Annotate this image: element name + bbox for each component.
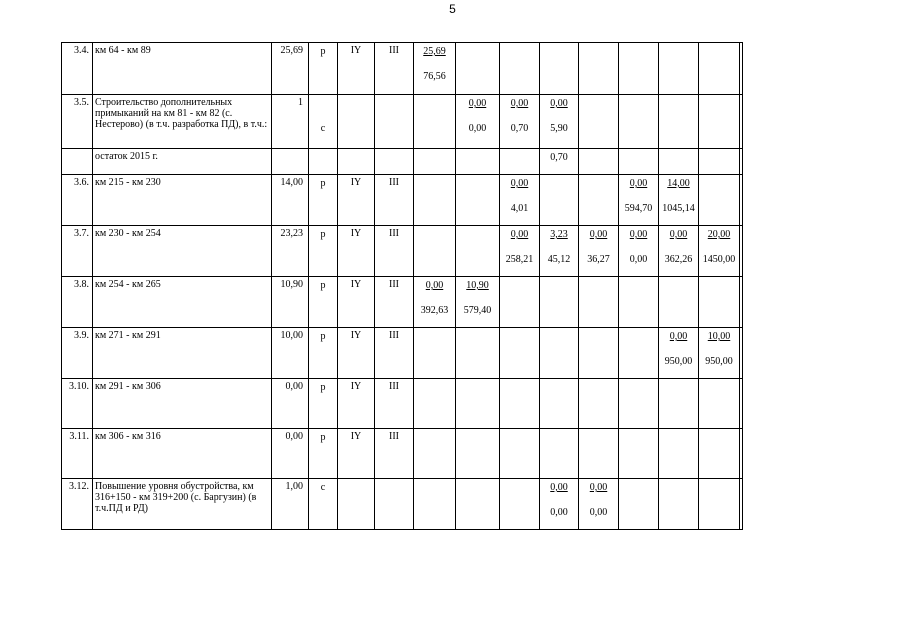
value-cell — [579, 479, 619, 530]
value-plan: 0,00 — [468, 98, 487, 109]
row-number: 3.7. — [62, 226, 93, 277]
row-number: 3.5. — [62, 95, 93, 149]
value-cell — [619, 95, 659, 149]
value-cell — [579, 226, 619, 277]
value-amount: 0,70 — [510, 123, 529, 134]
value-amount: 950,00 — [705, 356, 733, 367]
value-plan: 0,00 — [510, 178, 529, 189]
row-type — [309, 429, 338, 479]
row-category-1: IY — [338, 429, 375, 479]
value-plan: 20,00 — [707, 229, 731, 240]
row-length: 10,90 — [272, 277, 309, 328]
row-category-2: III — [375, 43, 414, 95]
value-cell — [740, 379, 743, 429]
row-length: 14,00 — [272, 175, 309, 226]
row-type — [309, 226, 338, 277]
value-cell — [699, 429, 740, 479]
row-category-1 — [338, 479, 375, 530]
value-amount: 362,26 — [664, 254, 693, 265]
budget-table — [61, 42, 743, 530]
value-cell — [500, 379, 540, 429]
value-cell — [740, 43, 743, 95]
row-name: Повышение уровня обустройства, км 316+150 - км 319+200 (с. Баргузин) (в т.ч.ПД и РД) — [93, 479, 272, 530]
value-cell — [500, 226, 540, 277]
value-amount: 258,21 — [505, 254, 534, 265]
row-number: 3.10. — [62, 379, 93, 429]
row-type-label: с — [320, 123, 326, 134]
row-type-label: р — [320, 382, 326, 393]
table-row — [62, 328, 743, 379]
value-amount: 76,56 — [423, 71, 446, 82]
row-category-1: IY — [338, 175, 375, 226]
value-amount: 4,01 — [510, 203, 529, 214]
value-cell — [540, 43, 579, 95]
table-row — [62, 95, 743, 149]
table-row — [62, 149, 743, 175]
value-cell — [659, 43, 699, 95]
row-type-label: р — [320, 178, 326, 189]
row-number: 3.4. — [62, 43, 93, 95]
table-row — [62, 429, 743, 479]
value-cell — [740, 226, 743, 277]
row-category-1: IY — [338, 277, 375, 328]
value-cell — [619, 149, 659, 175]
value-cell — [740, 95, 743, 149]
row-number: 3.12. — [62, 479, 93, 530]
value-cell — [619, 479, 659, 530]
value-cell — [659, 429, 699, 479]
value-cell — [540, 479, 579, 530]
value-cell — [456, 429, 500, 479]
spacer — [309, 95, 337, 120]
value-cell — [456, 226, 500, 277]
value-cell — [456, 328, 500, 379]
row-type-label: р — [320, 229, 326, 240]
value-cell — [579, 277, 619, 328]
value-cell — [619, 175, 659, 226]
value-cell — [414, 277, 456, 328]
value-amount: 594,70 — [624, 203, 653, 214]
value-cell — [579, 95, 619, 149]
value-amount: 0,00 — [589, 507, 608, 518]
value-cell — [500, 479, 540, 530]
row-number: 3.11. — [62, 429, 93, 479]
row-category-2: III — [375, 175, 414, 226]
value-cell — [414, 95, 456, 149]
value-cell — [540, 429, 579, 479]
row-name: км 64 - км 89 — [93, 43, 272, 95]
row-name: остаток 2015 г. — [93, 149, 272, 175]
value-cell — [659, 379, 699, 429]
row-type — [309, 43, 338, 95]
value-cell — [456, 277, 500, 328]
row-name: км 215 - км 230 — [93, 175, 272, 226]
value-amount: 0,00 — [550, 507, 568, 518]
value-cell — [540, 328, 579, 379]
row-length: 25,69 — [272, 43, 309, 95]
row-category-2 — [375, 479, 414, 530]
value-plan: 0,00 — [550, 482, 568, 493]
row-number: 3.9. — [62, 328, 93, 379]
value-amount: 1045,14 — [662, 203, 695, 214]
value-cell — [699, 479, 740, 530]
row-category-2: III — [375, 226, 414, 277]
value-plan: 0,00 — [669, 331, 688, 342]
value-cell — [619, 328, 659, 379]
value-amount: 0,00 — [468, 123, 487, 134]
row-type-label: р — [320, 432, 326, 443]
table-row — [62, 479, 743, 530]
value-cell — [500, 277, 540, 328]
row-type — [309, 175, 338, 226]
value-cell — [579, 43, 619, 95]
row-type — [309, 95, 338, 149]
row-name: км 271 - км 291 — [93, 328, 272, 379]
value-cell — [619, 379, 659, 429]
table-body — [62, 43, 743, 530]
value-plan: 0,00 — [589, 229, 608, 240]
value-plan: 10,00 — [707, 331, 731, 342]
value-cell — [500, 175, 540, 226]
row-name: км 230 - км 254 — [93, 226, 272, 277]
value-cell — [456, 479, 500, 530]
value-cell — [456, 149, 500, 175]
value-cell — [740, 149, 743, 175]
value-cell — [456, 379, 500, 429]
value-cell — [500, 149, 540, 175]
row-type-label — [309, 149, 337, 174]
value-cell — [740, 479, 743, 530]
value-cell — [659, 479, 699, 530]
value-cell — [540, 149, 579, 175]
value-cell — [414, 379, 456, 429]
row-length: 0,00 — [272, 429, 309, 479]
row-type-label: р — [320, 46, 326, 57]
row-length: 1,00 — [272, 479, 309, 530]
value-cell — [500, 429, 540, 479]
value-amount: 36,27 — [587, 254, 610, 265]
value-cell — [579, 175, 619, 226]
value-cell — [659, 328, 699, 379]
row-category-2: III — [375, 277, 414, 328]
value-cell — [699, 95, 740, 149]
value-cell — [540, 277, 579, 328]
row-length: 1 — [272, 95, 309, 149]
value-cell — [659, 149, 699, 175]
row-category-1 — [338, 149, 375, 175]
value-plan: 25,69 — [423, 46, 446, 57]
value-cell — [659, 175, 699, 226]
value-plan: 0,00 — [510, 229, 529, 240]
row-category-1 — [338, 95, 375, 149]
row-name: Строительство дополнительных примыканий на км 81 - км 82 (с. Нестерово) (в т.ч. разработка ПД), в т.ч.: — [93, 95, 272, 149]
row-category-2 — [375, 95, 414, 149]
value-cell — [659, 277, 699, 328]
value-cell — [740, 277, 743, 328]
value-cell — [699, 277, 740, 328]
value-amount: 0,00 — [629, 254, 648, 265]
row-number: 3.6. — [62, 175, 93, 226]
value-cell — [619, 226, 659, 277]
value-plan: 0,00 — [629, 229, 648, 240]
value-amount: 579,40 — [463, 305, 492, 316]
row-category-1: IY — [338, 379, 375, 429]
value-amount: 45,12 — [547, 254, 571, 265]
value-cell — [540, 95, 579, 149]
row-number: 3.8. — [62, 277, 93, 328]
row-category-2 — [375, 149, 414, 175]
row-type-label: с — [320, 482, 326, 493]
value-cell — [414, 479, 456, 530]
row-name: км 291 - км 306 — [93, 379, 272, 429]
table-row — [62, 175, 743, 226]
page-number: 5 — [449, 2, 456, 16]
value-amount: 0,70 — [550, 152, 568, 163]
value-cell — [699, 226, 740, 277]
value-amount: 392,63 — [420, 305, 449, 316]
value-cell — [414, 226, 456, 277]
value-cell — [740, 175, 743, 226]
row-name: км 306 - км 316 — [93, 429, 272, 479]
value-amount: 5,90 — [550, 123, 568, 134]
value-cell — [699, 149, 740, 175]
value-plan: 0,00 — [510, 98, 529, 109]
value-cell — [456, 175, 500, 226]
row-name: км 254 - км 265 — [93, 277, 272, 328]
value-cell — [500, 43, 540, 95]
row-category-2: III — [375, 379, 414, 429]
row-category-2: III — [375, 429, 414, 479]
value-cell — [619, 277, 659, 328]
value-cell — [414, 328, 456, 379]
value-plan: 3,23 — [550, 229, 568, 240]
table-row — [62, 277, 743, 328]
row-type — [309, 149, 338, 175]
value-amount: 1450,00 — [702, 254, 736, 265]
row-category-1: IY — [338, 43, 375, 95]
value-cell — [414, 149, 456, 175]
table-row — [62, 226, 743, 277]
row-type — [309, 379, 338, 429]
row-length: 0,00 — [272, 379, 309, 429]
value-cell — [579, 328, 619, 379]
value-cell — [699, 379, 740, 429]
row-category-2: III — [375, 328, 414, 379]
value-plan: 0,00 — [669, 229, 688, 240]
row-category-1: IY — [338, 328, 375, 379]
value-cell — [659, 95, 699, 149]
value-cell — [500, 328, 540, 379]
value-cell — [414, 429, 456, 479]
row-type-label: р — [320, 280, 326, 291]
value-plan: 10,90 — [466, 280, 489, 291]
value-cell — [659, 226, 699, 277]
value-cell — [540, 175, 579, 226]
row-category-1: IY — [338, 226, 375, 277]
value-cell — [500, 95, 540, 149]
row-number — [62, 149, 93, 175]
value-cell — [414, 175, 456, 226]
value-cell — [456, 95, 500, 149]
value-cell — [579, 429, 619, 479]
table-row — [62, 43, 743, 95]
value-plan: 0,00 — [425, 280, 444, 291]
value-cell — [540, 379, 579, 429]
table-row — [62, 379, 743, 429]
value-cell — [579, 149, 619, 175]
value-cell — [619, 43, 659, 95]
value-cell — [540, 226, 579, 277]
row-type-label: р — [320, 331, 326, 342]
value-plan: 0,00 — [589, 482, 608, 493]
value-cell — [740, 429, 743, 479]
row-type — [309, 277, 338, 328]
value-cell — [414, 43, 456, 95]
value-cell — [579, 379, 619, 429]
value-plan: 0,00 — [550, 98, 568, 109]
value-amount: 950,00 — [664, 356, 693, 367]
row-length — [272, 149, 309, 175]
value-plan: 0,00 — [629, 178, 648, 189]
value-cell — [456, 43, 500, 95]
value-cell — [740, 328, 743, 379]
row-type — [309, 328, 338, 379]
value-cell — [619, 429, 659, 479]
value-plan: 14,00 — [667, 178, 690, 189]
row-type — [309, 479, 338, 530]
row-length: 10,00 — [272, 328, 309, 379]
value-cell — [699, 328, 740, 379]
row-length: 23,23 — [272, 226, 309, 277]
value-cell — [699, 43, 740, 95]
value-cell — [699, 175, 740, 226]
